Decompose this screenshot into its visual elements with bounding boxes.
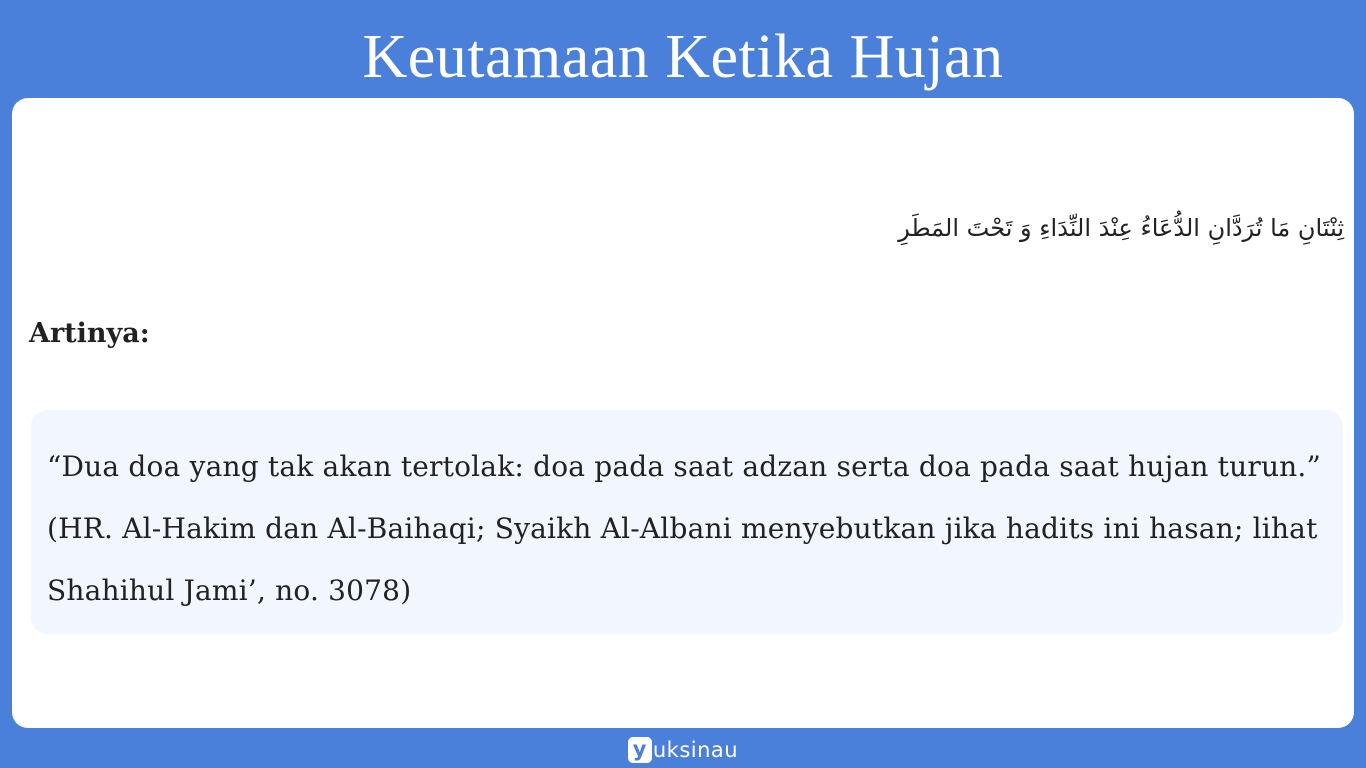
brand-logo: [0, 734, 1366, 765]
translation-label: Artinya:: [29, 318, 150, 349]
content-card: [12, 98, 1354, 728]
arabic-text: ثِنْتَانِ مَا تُرَدَّانِ الدُّعَاءُ عِنْدَ النِّدَاءِ وَ تَحْتَ المَطَرِ: [898, 214, 1344, 242]
brand-name: uksinau: [652, 738, 739, 762]
page-title: Keutamaan Ketika Hujan: [362, 23, 1004, 91]
quote-text: “Dua doa yang tak akan tertolak: doa pada saat adzan serta doa pada saat hujan turun.” (HR. Al-Hakim dan Al-Baihaqi; Syaikh Al-Albani menyebutkan jika hadits ini hasan; lihat Shahihul Jami’, no. 3078): [47, 450, 1322, 607]
brand-initial: y: [628, 737, 652, 763]
quote-box: [31, 410, 1343, 634]
